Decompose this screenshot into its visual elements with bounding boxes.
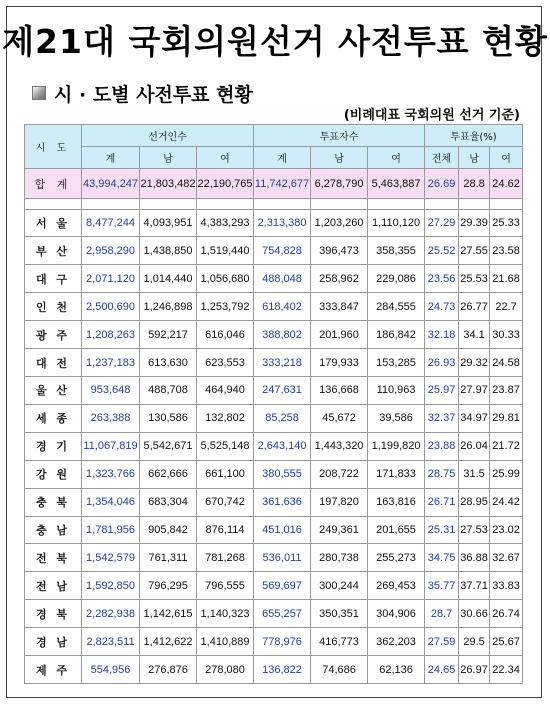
value-cell: 34.97 [459, 404, 490, 432]
value-cell: 136,668 [311, 377, 368, 405]
header-turnout: 투표율(%) [425, 125, 523, 147]
value-cell: 416,773 [311, 628, 368, 656]
value-cell: 24.73 [425, 293, 459, 321]
value-cell: 201,655 [368, 516, 425, 544]
value-cell: 28.8 [459, 169, 490, 199]
value-cell: 28.75 [425, 460, 459, 488]
value-cell: 255,273 [368, 544, 425, 572]
value-cell: 25.99 [490, 460, 523, 488]
value-cell: 2,313,380 [254, 209, 311, 237]
value-cell: 300,244 [311, 572, 368, 600]
header-voters: 투표자수 [254, 125, 425, 147]
value-cell: 186,842 [368, 321, 425, 349]
spacer-cell [425, 199, 459, 209]
value-cell: 1,323,766 [82, 460, 140, 488]
value-cell: 1,781,956 [82, 516, 140, 544]
value-cell: 130,586 [140, 404, 197, 432]
spacer-cell [82, 199, 140, 209]
value-cell: 2,958,290 [82, 237, 140, 265]
region-cell: 경 기 [25, 432, 82, 460]
subheader-cell: 전체 [425, 147, 459, 169]
value-cell: 29.39 [459, 209, 490, 237]
spacer-row [25, 199, 523, 209]
table-note: (비례대표 국회의원 선거 기준) [343, 108, 520, 123]
value-cell: 778,976 [254, 628, 311, 656]
region-cell: 대 구 [25, 265, 82, 293]
section-title: 시 · 도별 사전투표 현황 [54, 83, 253, 106]
value-cell: 153,285 [368, 349, 425, 377]
region-cell: 세 종 [25, 404, 82, 432]
value-cell: 754,828 [254, 237, 311, 265]
spacer-cell [25, 199, 82, 209]
subheader-cell: 여 [197, 147, 254, 169]
value-cell: 796,295 [140, 572, 197, 600]
value-cell: 380,555 [254, 460, 311, 488]
value-cell: 29.32 [459, 349, 490, 377]
value-cell: 5,542,671 [140, 432, 197, 460]
value-cell: 4,093,951 [140, 209, 197, 237]
table-row [25, 293, 523, 321]
subheader-cell: 계 [254, 147, 311, 169]
value-cell: 27.59 [425, 628, 459, 656]
table-row [25, 432, 523, 460]
value-cell: 229,086 [368, 265, 425, 293]
header-sido: 시 도 [25, 125, 82, 169]
value-cell: 25.53 [459, 265, 490, 293]
value-cell: 249,361 [311, 516, 368, 544]
value-cell: 2,282,938 [82, 600, 140, 628]
value-cell: 2,500,690 [82, 293, 140, 321]
subheader-cell: 남 [140, 147, 197, 169]
value-cell: 247,631 [254, 377, 311, 405]
value-cell: 2,643,140 [254, 432, 311, 460]
value-cell: 35.77 [425, 572, 459, 600]
value-cell: 29.81 [490, 404, 523, 432]
value-cell: 30.33 [490, 321, 523, 349]
value-cell: 781,268 [197, 544, 254, 572]
value-cell: 26.93 [425, 349, 459, 377]
value-cell: 27.55 [459, 237, 490, 265]
value-cell: 1,203,260 [311, 209, 368, 237]
value-cell: 284,555 [368, 293, 425, 321]
spacer-cell [140, 199, 197, 209]
value-cell: 28.7 [425, 600, 459, 628]
value-cell: 28.95 [459, 488, 490, 516]
table-row [25, 265, 523, 293]
value-cell: 2,071,120 [82, 265, 140, 293]
region-cell: 대 전 [25, 349, 82, 377]
region-cell: 경 북 [25, 600, 82, 628]
value-cell: 1,542,579 [82, 544, 140, 572]
value-cell: 1,354,046 [82, 488, 140, 516]
region-cell: 광 주 [25, 321, 82, 349]
value-cell: 333,218 [254, 349, 311, 377]
value-cell: 1,142,615 [140, 600, 197, 628]
value-cell: 29.5 [459, 628, 490, 656]
value-cell: 26.69 [425, 169, 459, 199]
value-cell: 43,994,247 [82, 169, 140, 199]
value-cell: 1,140,323 [197, 600, 254, 628]
spacer-cell [490, 199, 523, 209]
region-cell: 울 산 [25, 377, 82, 405]
value-cell: 45,672 [311, 404, 368, 432]
value-cell: 5,463,887 [368, 169, 425, 199]
value-cell: 8,477,244 [82, 209, 140, 237]
value-cell: 488,048 [254, 265, 311, 293]
value-cell: 23.02 [490, 516, 523, 544]
value-cell: 11,742,677 [254, 169, 311, 199]
total-row [25, 169, 523, 199]
value-cell: 197,820 [311, 488, 368, 516]
value-cell: 278,080 [197, 656, 254, 684]
value-cell: 1,199,820 [368, 432, 425, 460]
value-cell: 388,802 [254, 321, 311, 349]
value-cell: 1,519,440 [197, 237, 254, 265]
value-cell: 32.18 [425, 321, 459, 349]
region-cell: 부 산 [25, 237, 82, 265]
table-row [25, 377, 523, 405]
value-cell: 24.42 [490, 488, 523, 516]
value-cell: 670,742 [197, 488, 254, 516]
value-cell: 1,410,889 [197, 628, 254, 656]
region-cell: 충 남 [25, 516, 82, 544]
table-row [25, 237, 523, 265]
value-cell: 333,847 [311, 293, 368, 321]
table-row [25, 628, 523, 656]
value-cell: 25.67 [490, 628, 523, 656]
value-cell: 396,473 [311, 237, 368, 265]
region-cell: 합 계 [25, 169, 82, 199]
value-cell: 26.97 [459, 656, 490, 684]
value-cell: 269,453 [368, 572, 425, 600]
table-row [25, 209, 523, 237]
value-cell: 32.37 [425, 404, 459, 432]
spacer-cell [254, 199, 311, 209]
value-cell: 661,100 [197, 460, 254, 488]
value-cell: 1,014,440 [140, 265, 197, 293]
value-cell: 33.83 [490, 572, 523, 600]
spacer-cell [311, 199, 368, 209]
value-cell: 616,046 [197, 321, 254, 349]
value-cell: 25.31 [425, 516, 459, 544]
subheader-cell: 계 [82, 147, 140, 169]
value-cell: 655,257 [254, 600, 311, 628]
value-cell: 24.58 [490, 349, 523, 377]
region-cell: 충 북 [25, 488, 82, 516]
value-cell: 23.56 [425, 265, 459, 293]
value-cell: 304,906 [368, 600, 425, 628]
value-cell: 39,586 [368, 404, 425, 432]
value-cell: 27.29 [425, 209, 459, 237]
value-cell: 34.1 [459, 321, 490, 349]
subheader-cell: 여 [368, 147, 425, 169]
table-row [25, 600, 523, 628]
value-cell: 1,443,320 [311, 432, 368, 460]
region-cell: 서 울 [25, 209, 82, 237]
value-cell: 953,648 [82, 377, 140, 405]
value-cell: 25.97 [425, 377, 459, 405]
value-cell: 22.34 [490, 656, 523, 684]
region-cell: 경 남 [25, 628, 82, 656]
value-cell: 362,203 [368, 628, 425, 656]
value-cell: 761,311 [140, 544, 197, 572]
value-cell: 464,940 [197, 377, 254, 405]
table-row [25, 349, 523, 377]
value-cell: 179,933 [311, 349, 368, 377]
page-title: 제21대 국회의원선거 사전투표 현황 [2, 22, 548, 61]
value-cell: 21.72 [490, 432, 523, 460]
value-cell: 683,304 [140, 488, 197, 516]
value-cell: 25.52 [425, 237, 459, 265]
value-cell: 350,351 [311, 600, 368, 628]
value-cell: 796,555 [197, 572, 254, 600]
spacer-cell [368, 199, 425, 209]
value-cell: 569,697 [254, 572, 311, 600]
subheader-cell: 남 [311, 147, 368, 169]
value-cell: 263,388 [82, 404, 140, 432]
value-cell: 1,592,850 [82, 572, 140, 600]
region-cell: 전 북 [25, 544, 82, 572]
value-cell: 6,278,790 [311, 169, 368, 199]
square-bullet-icon [32, 86, 46, 100]
value-cell: 1,246,898 [140, 293, 197, 321]
value-cell: 1,237,183 [82, 349, 140, 377]
table-row [25, 516, 523, 544]
value-cell: 22,190,765 [197, 169, 254, 199]
value-cell: 592,217 [140, 321, 197, 349]
value-cell: 30.66 [459, 600, 490, 628]
value-cell: 26.71 [425, 488, 459, 516]
subheader-cell: 남 [459, 147, 490, 169]
value-cell: 132,802 [197, 404, 254, 432]
value-cell: 258,962 [311, 265, 368, 293]
value-cell: 1,110,120 [368, 209, 425, 237]
table-row [25, 544, 523, 572]
value-cell: 618,402 [254, 293, 311, 321]
value-cell: 876,114 [197, 516, 254, 544]
value-cell: 11,067,819 [82, 432, 140, 460]
spacer-cell [459, 199, 490, 209]
value-cell: 1,438,850 [140, 237, 197, 265]
value-cell: 23.88 [425, 432, 459, 460]
value-cell: 905,842 [140, 516, 197, 544]
table-row [25, 488, 523, 516]
value-cell: 23.87 [490, 377, 523, 405]
value-cell: 536,011 [254, 544, 311, 572]
value-cell: 23.58 [490, 237, 523, 265]
value-cell: 2,823,511 [82, 628, 140, 656]
value-cell: 358,355 [368, 237, 425, 265]
value-cell: 31.5 [459, 460, 490, 488]
value-cell: 554,956 [82, 656, 140, 684]
region-cell: 전 남 [25, 572, 82, 600]
value-cell: 488,708 [140, 377, 197, 405]
value-cell: 85,258 [254, 404, 311, 432]
value-cell: 613,630 [140, 349, 197, 377]
value-cell: 5,525,148 [197, 432, 254, 460]
value-cell: 21.68 [490, 265, 523, 293]
value-cell: 24.65 [425, 656, 459, 684]
value-cell: 136,822 [254, 656, 311, 684]
value-cell: 22.7 [490, 293, 523, 321]
value-cell: 25.33 [490, 209, 523, 237]
value-cell: 163,816 [368, 488, 425, 516]
value-cell: 34.75 [425, 544, 459, 572]
value-cell: 276,876 [140, 656, 197, 684]
value-cell: 110,963 [368, 377, 425, 405]
header-electors: 선거인수 [82, 125, 254, 147]
early-voting-table [24, 124, 523, 684]
region-cell: 인 천 [25, 293, 82, 321]
value-cell: 1,253,792 [197, 293, 254, 321]
value-cell: 1,412,622 [140, 628, 197, 656]
value-cell: 37.71 [459, 572, 490, 600]
value-cell: 27.53 [459, 516, 490, 544]
table-row [25, 656, 523, 684]
value-cell: 1,208,263 [82, 321, 140, 349]
value-cell: 280,738 [311, 544, 368, 572]
value-cell: 74,686 [311, 656, 368, 684]
region-cell: 제 주 [25, 656, 82, 684]
table-row [25, 572, 523, 600]
value-cell: 4,383,293 [197, 209, 254, 237]
table-row [25, 321, 523, 349]
value-cell: 32.67 [490, 544, 523, 572]
value-cell: 36.88 [459, 544, 490, 572]
spacer-cell [197, 199, 254, 209]
value-cell: 208,722 [311, 460, 368, 488]
table-row [25, 404, 523, 432]
value-cell: 21,803,482 [140, 169, 197, 199]
section-heading [32, 80, 253, 106]
value-cell: 1,056,680 [197, 265, 254, 293]
value-cell: 26.77 [459, 293, 490, 321]
value-cell: 361,636 [254, 488, 311, 516]
value-cell: 201,960 [311, 321, 368, 349]
value-cell: 623,553 [197, 349, 254, 377]
table-row [25, 460, 523, 488]
value-cell: 26.04 [459, 432, 490, 460]
region-cell: 강 원 [25, 460, 82, 488]
value-cell: 662,666 [140, 460, 197, 488]
value-cell: 24.62 [490, 169, 523, 199]
value-cell: 451,016 [254, 516, 311, 544]
value-cell: 27.97 [459, 377, 490, 405]
subheader-cell: 여 [490, 147, 523, 169]
value-cell: 171,833 [368, 460, 425, 488]
value-cell: 62,136 [368, 656, 425, 684]
value-cell: 26.74 [490, 600, 523, 628]
